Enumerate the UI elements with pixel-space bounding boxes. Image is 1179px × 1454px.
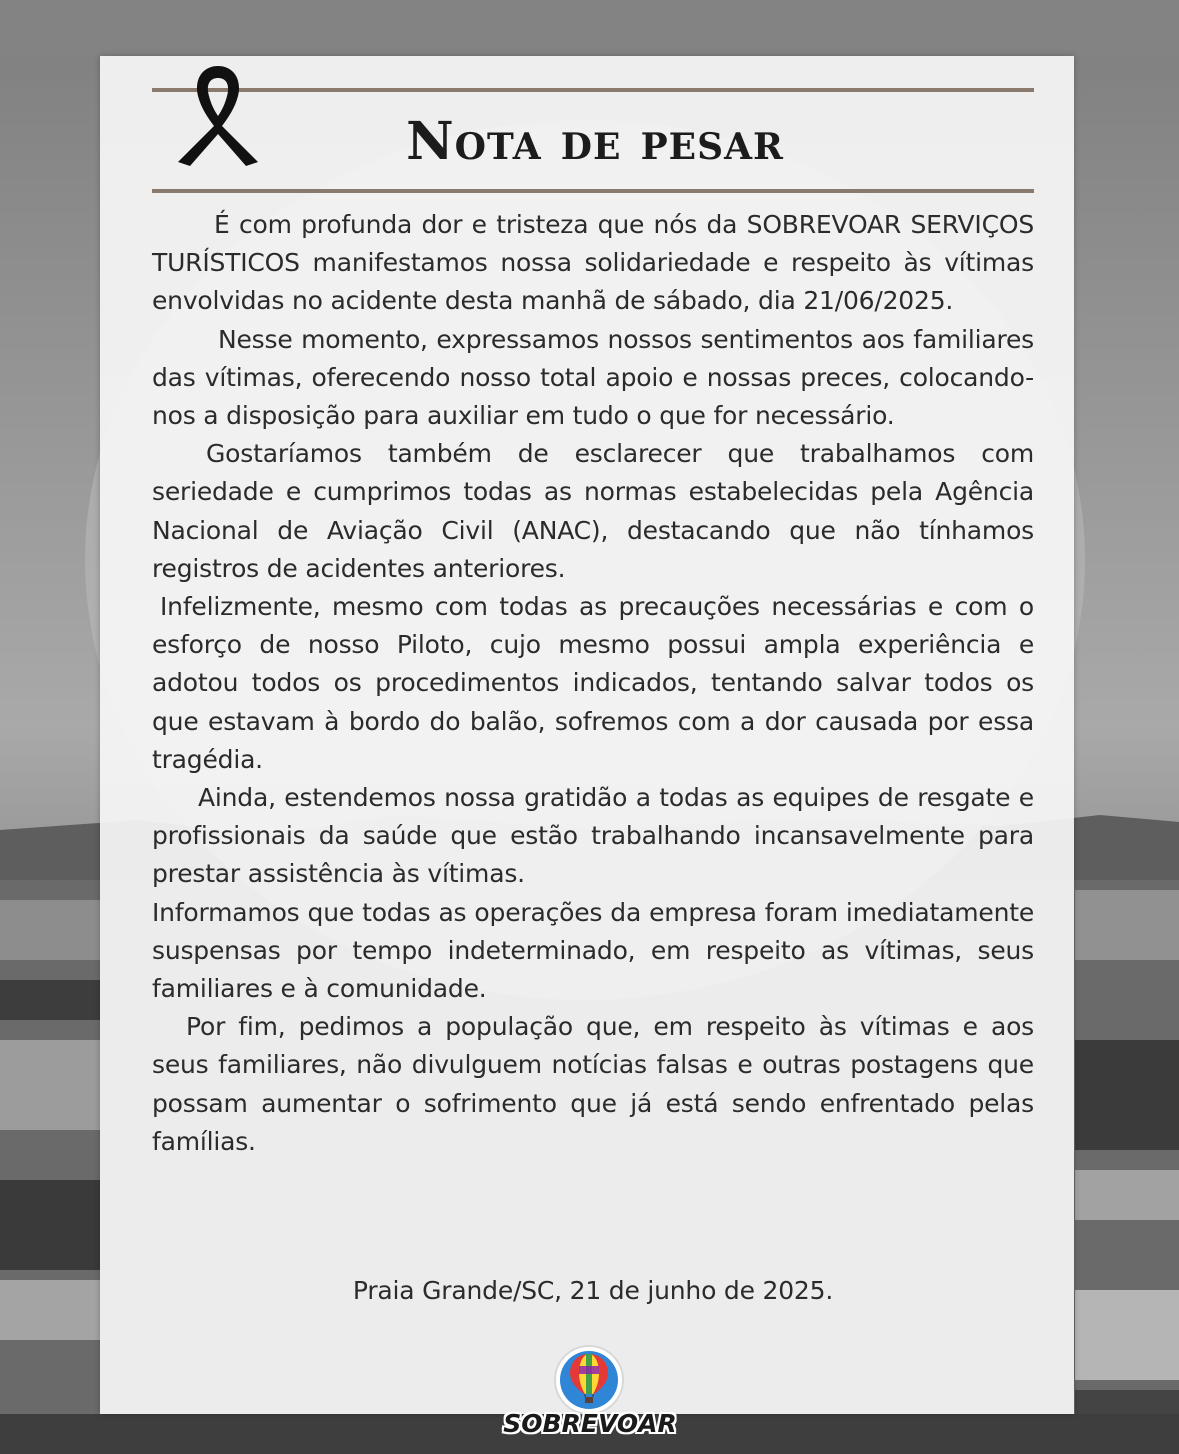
paragraph-7: Por fim, pedimos a população que, em respeito às vítimas e aos seus familiares, não divulguem notícias falsas e outras postagens que possam aumentar o sofrimento que já está sendo enfrentado pelas famílias.	[152, 1012, 1034, 1156]
condolence-message	[152, 206, 1034, 1161]
paragraph-5: Ainda, estendemos nossa gratidão a todas as equipes de resgate e profissionais da saúde que estão trabalhando incansavelmente para prestar assistência às vítimas.	[152, 783, 1034, 889]
paragraph-2: Nesse momento, expressamos nossos sentimentos aos familiares das vítimas, oferecendo nosso total apoio e nossas preces, colocando-nos a disposição para auxiliar em tudo o que for necessário.	[152, 324, 1034, 431]
page-title: Nota de pesar	[406, 111, 784, 172]
paragraph-3: Gostaríamos também de esclarecer que trabalhamos com seriedade e cumprimos todas as normas estabelecidas pela Agência Nacional de Aviação Civil (ANAC), destacando que não tínhamos registros de acidentes anteriores.	[152, 439, 1034, 583]
top-divider	[152, 88, 1034, 92]
place-and-date: Praia Grande/SC, 21 de junho de 2025.	[352, 1276, 834, 1305]
paragraph-1: É com profunda dor e tristeza que nós da SOBREVOAR SERVIÇOS TURÍSTICOS manifestamos nossa solidariedade e respeito às vítimas envolvidas no acidente desta manhã de sábado, dia 21/06/2025.	[152, 210, 1034, 316]
mourning-ribbon-icon	[172, 62, 264, 172]
brand-wordmark: SOBREVOAR	[503, 1409, 677, 1438]
paragraph-6: Informamos que todas as operações da empresa foram imediatamente suspensas por tempo indeterminado, em respeito as vítimas, seus familiares e à comunidade.	[152, 897, 1034, 1004]
paragraph-4: Infelizmente, mesmo com todas as precauções necessárias e com o esforço de nosso Piloto, cujo mesmo possui ampla experiência e adotou todos os procedimentos indicados, tentando salvar todos os que estavam à bordo do balão, sofremos com a dor causada por essa tragédia.	[152, 592, 1034, 774]
bottom-divider	[152, 189, 1034, 193]
